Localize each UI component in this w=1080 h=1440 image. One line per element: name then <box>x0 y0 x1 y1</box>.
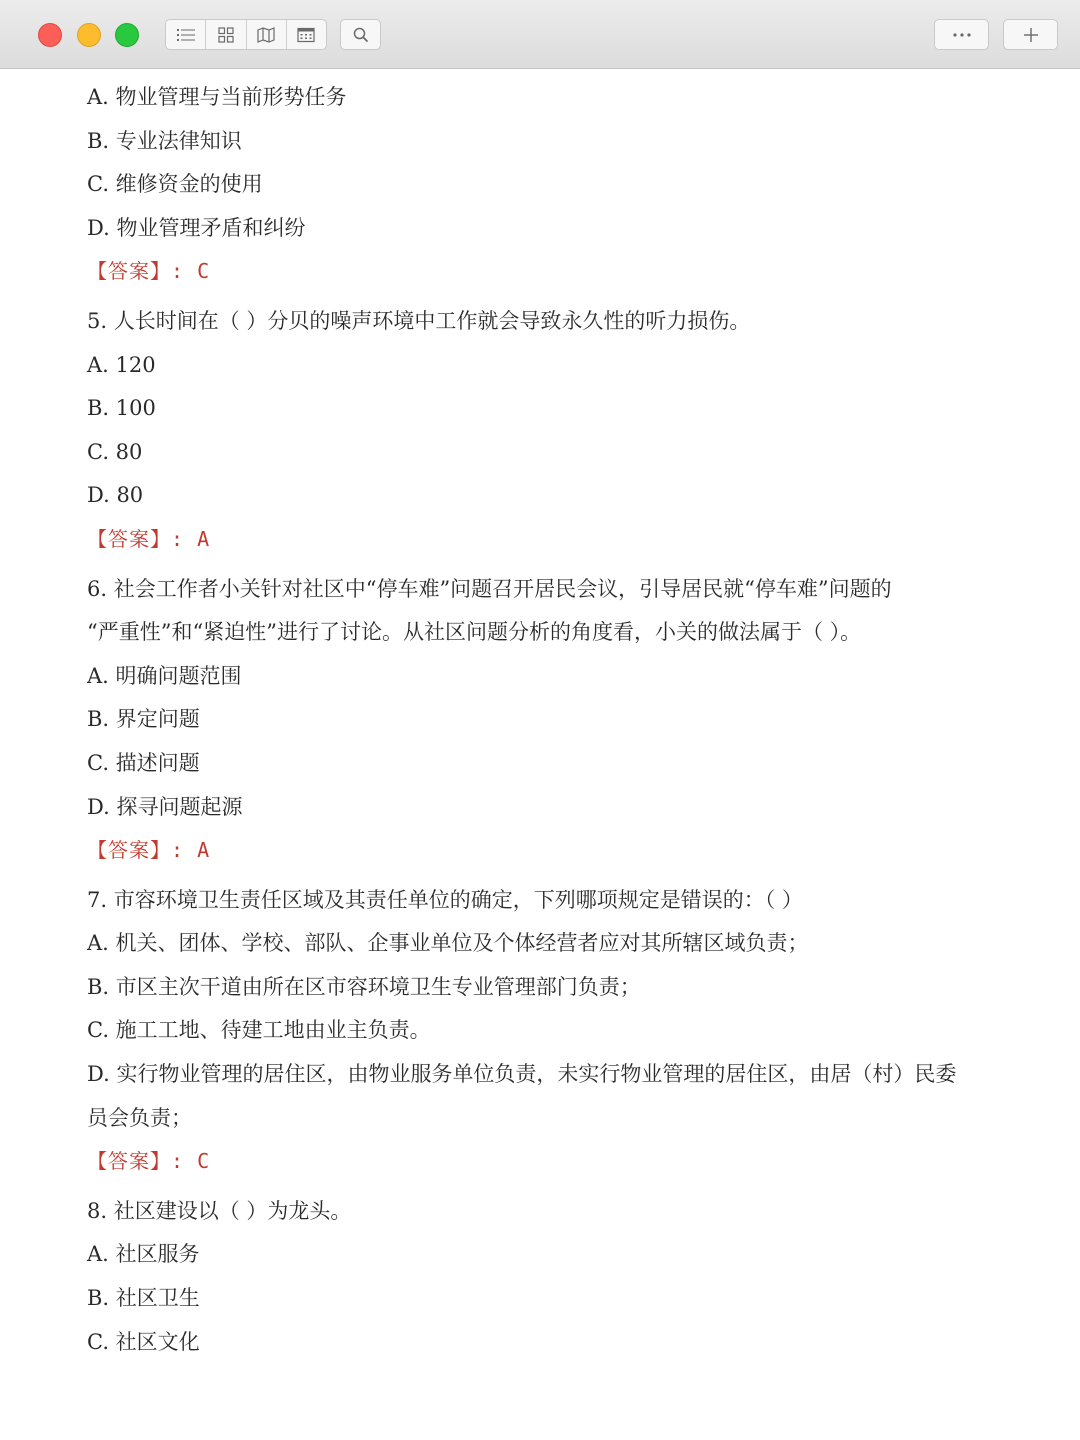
q8-option-b: B. 社区卫生 <box>87 1286 200 1311</box>
map-icon <box>257 27 275 43</box>
q5-option-c: C. 80 <box>87 439 143 464</box>
search-button[interactable] <box>340 19 381 50</box>
q7-option-d-line2: 员会负责； <box>87 1105 192 1130</box>
add-button[interactable] <box>1003 19 1058 50</box>
list-view-button[interactable] <box>166 20 206 49</box>
q6-answer: 【答案】: A <box>87 838 211 863</box>
q5-option-b: B. 100 <box>87 396 156 421</box>
view-mode-segmented-control <box>165 19 327 50</box>
q5-option-d: D. 80 <box>87 483 144 508</box>
q8-question: 8. 社区建设以（ ）为龙头。 <box>87 1198 352 1223</box>
calendar-view-button[interactable] <box>287 20 326 49</box>
window-toolbar <box>0 0 1080 69</box>
q7-question: 7. 市容环境卫生责任区域及其责任单位的确定，下列哪项规定是错误的：（ ） <box>87 887 803 912</box>
q4-answer: 【答案】: C <box>87 259 211 284</box>
q5-question: 5. 人长时间在（ ）分贝的噪声环境中工作就会导致永久性的听力损伤。 <box>87 308 751 333</box>
more-icon <box>952 32 972 38</box>
q8-option-c: C. 社区文化 <box>87 1329 200 1354</box>
q8-option-a: A. 社区服务 <box>87 1242 200 1267</box>
more-button[interactable] <box>934 19 989 50</box>
q5-option-a: A. 120 <box>87 352 156 377</box>
calendar-icon <box>297 27 315 43</box>
q7-answer: 【答案】: C <box>87 1149 211 1174</box>
q7-option-d-line1: D. 实行物业管理的居住区，由物业服务单位负责，未实行物业管理的居住区，由居（村）民委 <box>87 1062 957 1087</box>
list-view-icon <box>177 28 195 42</box>
q6-option-b: B. 界定问题 <box>87 707 200 732</box>
q6-question-line1: 6. 社会工作者小关针对社区中“停车难”问题召开居民会议，引导居民就“停车难”问题的 <box>87 576 892 601</box>
zoom-window-button[interactable] <box>115 23 139 47</box>
document-body <box>87 76 1027 1364</box>
q4-option-b: B. 专业法律知识 <box>87 128 242 153</box>
close-window-button[interactable] <box>38 23 62 47</box>
minimize-window-button[interactable] <box>77 23 101 47</box>
q6-option-c: C. 描述问题 <box>87 750 200 775</box>
add-icon <box>1022 26 1040 44</box>
q6-question-line2: “严重性”和“紧迫性”进行了讨论。从社区问题分析的角度看，小关的做法属于（ ）。 <box>87 620 862 645</box>
search-icon <box>353 27 369 43</box>
q6-option-d: D. 探寻问题起源 <box>87 794 243 819</box>
q7-option-a: A. 机关、团体、学校、部队、企事业单位及个体经营者应对其所辖区域负责； <box>87 931 809 956</box>
grid-view-icon <box>218 27 234 43</box>
q5-answer: 【答案】: A <box>87 526 211 551</box>
q7-option-b: B. 市区主次干道由所在区市容环境卫生专业管理部门负责； <box>87 974 641 999</box>
q4-option-a: A. 物业管理与当前形势任务 <box>87 85 347 109</box>
map-view-button[interactable] <box>247 20 287 49</box>
grid-view-button[interactable] <box>206 20 246 49</box>
q4-option-c: C. 维修资金的使用 <box>87 172 263 197</box>
q4-option-d: D. 物业管理矛盾和纠纷 <box>87 215 306 240</box>
q7-option-c: C. 施工工地、待建工地由业主负责。 <box>87 1018 431 1043</box>
q6-option-a: A. 明确问题范围 <box>87 663 242 688</box>
